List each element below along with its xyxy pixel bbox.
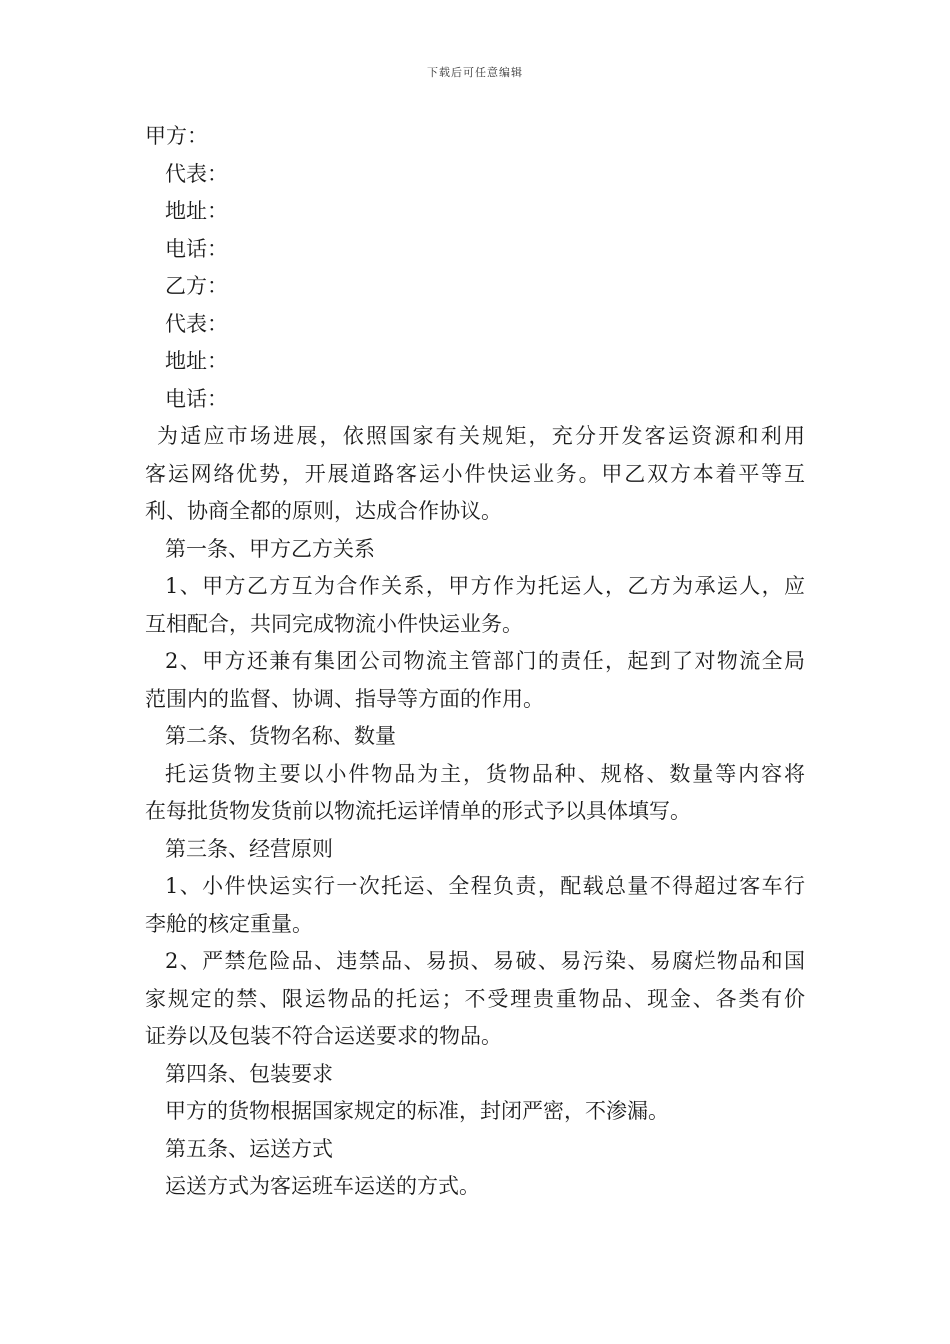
article-3-heading: 第三条、经营原则 [165,836,333,861]
article-1-clause-1-line-1: 1、甲方乙方互为合作关系，甲方作为托运人，乙方为承运人，应 [165,574,805,598]
party-b-address: 地址： [165,349,228,373]
article-1-clause-2-line-1: 2、甲方还兼有集团公司物流主管部门的责任，起到了对物流全局 [165,649,805,673]
article-1-clause-1-line-2: 互相配合，共同完成物流小件快运业务。 [145,611,523,636]
preamble-line-3: 利、协商全都的原则，达成合作协议。 [145,499,502,523]
article-2-heading: 第二条、货物名称、数量 [165,724,396,748]
preamble-line-2: 客运网络优势，开展道路客运小件快运业务。甲乙双方本着平等互 [145,461,805,486]
page-header: 下载后可任意编辑 [427,66,523,79]
article-4-body: 甲方的货物根据国家规定的标准，封闭严密，不渗漏。 [165,1099,669,1123]
article-2-body-line-1: 托运货物主要以小件物品为主，货物品种、规格、数量等内容将 [165,761,805,786]
article-2-body-line-2: 在每批货物发货前以物流托运详情单的形式予以具体填写。 [145,799,691,823]
article-1-heading: 第一条、甲方乙方关系 [165,536,375,561]
party-a-label: 甲方： [145,124,208,148]
document-body [145,118,805,1206]
article-5-heading: 第五条、运送方式 [165,1136,333,1161]
preamble-line-1: 为适应市场进展，依照国家有关规矩，充分开发客运资源和利用 [157,424,805,448]
party-a-representative: 代表： [165,161,228,186]
party-a-address: 地址： [165,199,228,223]
article-3-clause-1-line-2: 李舱的核定重量。 [145,911,313,936]
party-b-phone: 电话： [165,386,228,411]
article-3-clause-1-line-1: 1、小件快运实行一次托运、全程负责，配载总量不得超过客车行 [165,874,805,898]
article-3-clause-2-line-3: 证券以及包装不符合运送要求的物品。 [145,1024,502,1048]
party-b-label: 乙方： [165,274,228,298]
party-a-phone: 电话： [165,236,228,261]
article-5-body: 运送方式为客运班车运送的方式。 [165,1174,480,1198]
article-1-clause-2-line-2: 范围内的监督、协调、指导等方面的作用。 [145,686,544,711]
article-3-clause-2-line-1: 2、严禁危险品、违禁品、易损、易破、易污染、易腐烂物品和国 [165,949,805,973]
article-4-heading: 第四条、包装要求 [165,1061,333,1086]
article-3-clause-2-line-2: 家规定的禁、限运物品的托运；不受理贵重物品、现金、各类有价 [145,986,805,1011]
party-b-representative: 代表： [165,311,228,336]
